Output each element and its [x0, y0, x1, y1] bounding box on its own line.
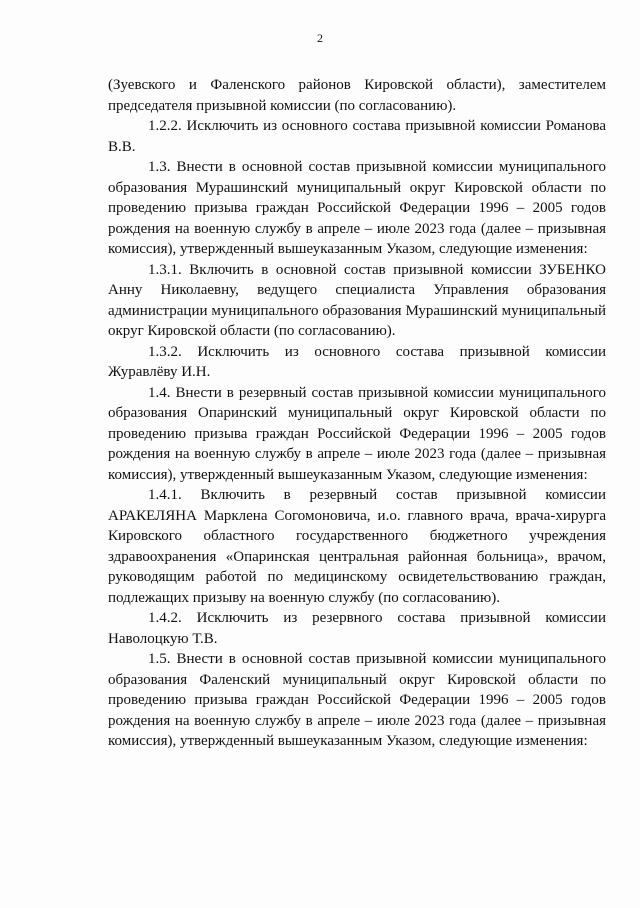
paragraph: 1.3.1. Включить в основной состав призывной комиссии ЗУБЕНКО Анну Николаевну, ведущего специалиста Управления образования администрации муниципального образования Мурашинский муниципальный округ Кировской области (по согласованию).	[108, 261, 606, 339]
document-body	[108, 75, 606, 752]
paragraph: 1.4.2. Исключить из резервного состава призывной комиссии Наволоцкую Т.В.	[108, 610, 606, 647]
paragraph: 1.3. Внести в основной состав призывной комиссии муниципального образования Мурашинский муниципальный округ Кировской области по проведению призыва граждан Российской Федерации 1996 – 2005 годов рождения на военную службу в апреле – июле 2023 года (далее – призывная комиссия), утвержденный вышеуказанным Указом, следующие изменения:	[108, 159, 606, 257]
paragraph: 1.2.2. Исключить из основного состава призывной комиссии Романова В.В.	[108, 118, 606, 155]
paragraph: 1.3.2. Исключить из основного состава призывной комиссии Журавлёву И.Н.	[108, 343, 606, 380]
paragraph: 1.4.1. Включить в резервный состав призывной комиссии АРАКЕЛЯНА Марклена Согомоновича, и.о. главного врача, врача-хирурга Кировского областного государственного бюджетного учреждения здравоохранения «Опаринская центральная районная больница», врачом, руководящим работой по медицинскому освидетельствованию граждан, подлежащих призыву на военную службу (по согласованию).	[108, 487, 606, 606]
paragraph: (Зуевского и Фаленского районов Кировской области), заместителем председателя призывной комиссии (по согласованию).	[108, 77, 606, 114]
page-number: 2	[317, 31, 323, 45]
paragraph: 1.4. Внести в резервный состав призывной комиссии муниципального образования Опаринский муниципальный округ Кировской области по проведению призыва граждан Российской Федерации 1996 – 2005 годов рождения на военную службу в апреле – июле 2023 года (далее – призывная комиссия), утвержденный вышеуказанным Указом, следующие изменения:	[108, 384, 606, 483]
paragraph: 1.5. Внести в основной состав призывной комиссии муниципального образования Фаленский муниципальный округ Кировской области по проведению призыва граждан Российской Федерации 1996 – 2005 годов рождения на военную службу в апреле – июле 2023 года (далее – призывная комиссия), утвержденный вышеуказанным Указом, следующие изменения:	[108, 651, 606, 749]
